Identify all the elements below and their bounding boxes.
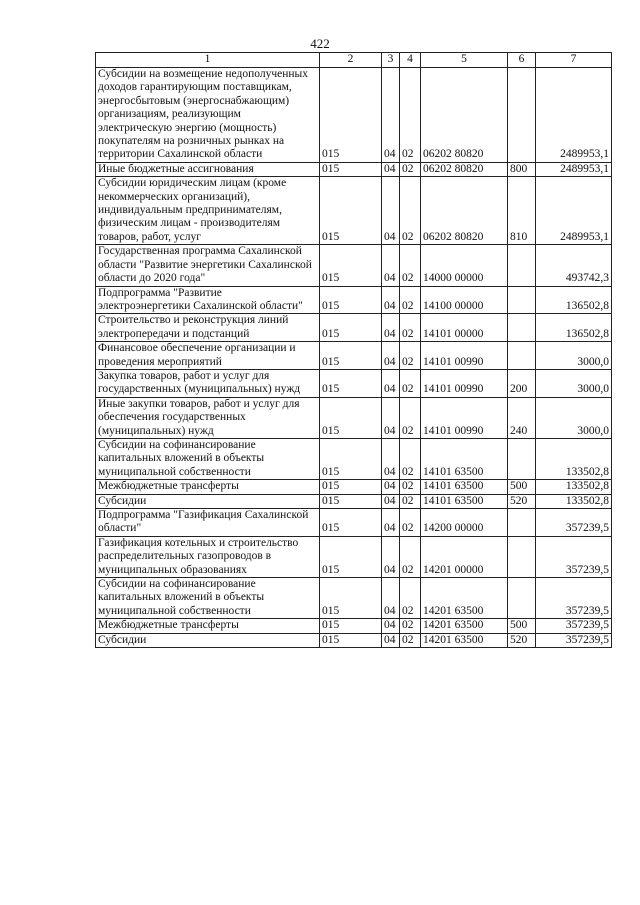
admin-code-cell: 015 — [320, 286, 382, 314]
section-code-cell: 04 — [382, 619, 400, 633]
subsection-code-cell: 02 — [400, 509, 421, 537]
subsection-code-cell: 02 — [400, 578, 421, 619]
subsection-code-cell: 02 — [400, 397, 421, 438]
target-article-cell: 06202 80820 — [421, 68, 508, 163]
admin-code-cell: 015 — [320, 536, 382, 577]
admin-code-cell: 015 — [320, 494, 382, 508]
admin-code-cell: 015 — [320, 68, 382, 163]
row-name-cell: Газификация котельных и строительство распределительных газопроводов в муниципальных образованиях — [96, 536, 320, 577]
table-row — [96, 177, 612, 245]
table-row — [96, 162, 612, 176]
target-article-cell: 14100 00000 — [421, 286, 508, 314]
column-header: 3 — [382, 53, 400, 68]
table-row — [96, 342, 612, 370]
subsection-code-cell: 02 — [400, 162, 421, 176]
table-row — [96, 633, 612, 647]
expense-type-cell — [508, 68, 536, 163]
target-article-cell: 14201 63500 — [421, 633, 508, 647]
admin-code-cell: 015 — [320, 397, 382, 438]
target-article-cell: 14101 63500 — [421, 438, 508, 479]
amount-cell: 133502,8 — [536, 438, 612, 479]
subsection-code-cell: 02 — [400, 633, 421, 647]
expense-type-cell: 500 — [508, 480, 536, 494]
table-row — [96, 578, 612, 619]
amount-cell: 2489953,1 — [536, 177, 612, 245]
row-name-cell: Субсидии — [96, 494, 320, 508]
subsection-code-cell: 02 — [400, 369, 421, 397]
amount-cell: 2489953,1 — [536, 162, 612, 176]
table-row — [96, 314, 612, 342]
amount-cell: 2489953,1 — [536, 68, 612, 163]
amount-cell: 133502,8 — [536, 494, 612, 508]
table-row — [96, 536, 612, 577]
row-name-cell: Государственная программа Сахалинской области "Развитие энергетики Сахалинской области до 2020 года" — [96, 245, 320, 286]
section-code-cell: 04 — [382, 68, 400, 163]
section-code-cell: 04 — [382, 286, 400, 314]
expense-type-cell — [508, 536, 536, 577]
section-code-cell: 04 — [382, 536, 400, 577]
table-row — [96, 619, 612, 633]
subsection-code-cell: 02 — [400, 480, 421, 494]
subsection-code-cell: 02 — [400, 619, 421, 633]
subsection-code-cell: 02 — [400, 536, 421, 577]
column-header: 1 — [96, 53, 320, 68]
amount-cell: 3000,0 — [536, 342, 612, 370]
table-header-row — [96, 53, 612, 68]
target-article-cell: 14200 00000 — [421, 509, 508, 537]
subsection-code-cell: 02 — [400, 245, 421, 286]
admin-code-cell: 015 — [320, 633, 382, 647]
row-name-cell: Субсидии на софинансирование капитальных вложений в объекты муниципальной собственности — [96, 578, 320, 619]
expense-type-cell: 240 — [508, 397, 536, 438]
amount-cell: 3000,0 — [536, 397, 612, 438]
subsection-code-cell: 02 — [400, 494, 421, 508]
amount-cell: 493742,3 — [536, 245, 612, 286]
target-article-cell: 14101 00990 — [421, 397, 508, 438]
expense-type-cell: 800 — [508, 162, 536, 176]
row-name-cell: Иные закупки товаров, работ и услуг для обеспечения государственных (муниципальных) нужд — [96, 397, 320, 438]
row-name-cell: Межбюджетные трансферты — [96, 480, 320, 494]
column-header: 2 — [320, 53, 382, 68]
amount-cell: 357239,5 — [536, 578, 612, 619]
amount-cell: 133502,8 — [536, 480, 612, 494]
subsection-code-cell: 02 — [400, 438, 421, 479]
row-name-cell: Иные бюджетные ассигнования — [96, 162, 320, 176]
column-header: 6 — [508, 53, 536, 68]
row-name-cell: Подпрограмма "Развитие электроэнергетики Сахалинской области" — [96, 286, 320, 314]
target-article-cell: 14201 63500 — [421, 619, 508, 633]
amount-cell: 357239,5 — [536, 619, 612, 633]
section-code-cell: 04 — [382, 369, 400, 397]
admin-code-cell: 015 — [320, 578, 382, 619]
target-article-cell: 14101 00000 — [421, 314, 508, 342]
amount-cell: 357239,5 — [536, 536, 612, 577]
section-code-cell: 04 — [382, 245, 400, 286]
subsection-code-cell: 02 — [400, 68, 421, 163]
table-row — [96, 245, 612, 286]
table-row — [96, 480, 612, 494]
expense-type-cell — [508, 438, 536, 479]
expense-type-cell: 810 — [508, 177, 536, 245]
subsection-code-cell: 02 — [400, 314, 421, 342]
expense-type-cell: 520 — [508, 633, 536, 647]
expense-type-cell — [508, 245, 536, 286]
target-article-cell: 06202 80820 — [421, 162, 508, 176]
column-header: 7 — [536, 53, 612, 68]
budget-table — [95, 52, 612, 648]
amount-cell: 136502,8 — [536, 314, 612, 342]
admin-code-cell: 015 — [320, 245, 382, 286]
row-name-cell: Субсидии юридическим лицам (кроме некоммерческих организаций), индивидуальным предпринимателям, физическим лицам - производителям товаров, работ, услуг — [96, 177, 320, 245]
admin-code-cell: 015 — [320, 162, 382, 176]
row-name-cell: Субсидии на возмещение недополученных доходов гарантирующим поставщикам, энергосбытовым (энергоснабжающим) организациям, реализующим электрическую энергию (мощность) покупателям на розничных рынках на территории Сахалинской области — [96, 68, 320, 163]
row-name-cell: Субсидии на софинансирование капитальных вложений в объекты муниципальной собственности — [96, 438, 320, 479]
table-row — [96, 286, 612, 314]
expense-type-cell — [508, 342, 536, 370]
target-article-cell: 14000 00000 — [421, 245, 508, 286]
section-code-cell: 04 — [382, 397, 400, 438]
target-article-cell: 14201 00000 — [421, 536, 508, 577]
amount-cell: 3000,0 — [536, 369, 612, 397]
expense-type-cell — [508, 578, 536, 619]
target-article-cell: 06202 80820 — [421, 177, 508, 245]
subsection-code-cell: 02 — [400, 286, 421, 314]
table-row — [96, 397, 612, 438]
amount-cell: 357239,5 — [536, 509, 612, 537]
expense-type-cell — [508, 509, 536, 537]
section-code-cell: 04 — [382, 438, 400, 479]
admin-code-cell: 015 — [320, 342, 382, 370]
target-article-cell: 14101 00990 — [421, 369, 508, 397]
section-code-cell: 04 — [382, 509, 400, 537]
column-header: 5 — [421, 53, 508, 68]
page-number: 422 — [310, 36, 330, 51]
admin-code-cell: 015 — [320, 177, 382, 245]
column-header: 4 — [400, 53, 421, 68]
table-row — [96, 509, 612, 537]
section-code-cell: 04 — [382, 314, 400, 342]
admin-code-cell: 015 — [320, 619, 382, 633]
amount-cell: 136502,8 — [536, 286, 612, 314]
section-code-cell: 04 — [382, 633, 400, 647]
target-article-cell: 14201 63500 — [421, 578, 508, 619]
subsection-code-cell: 02 — [400, 177, 421, 245]
table-body — [96, 53, 612, 648]
section-code-cell: 04 — [382, 177, 400, 245]
target-article-cell: 14101 63500 — [421, 494, 508, 508]
row-name-cell: Финансовое обеспечение организации и проведения мероприятий — [96, 342, 320, 370]
row-name-cell: Подпрограмма "Газификация Сахалинской области" — [96, 509, 320, 537]
admin-code-cell: 015 — [320, 438, 382, 479]
row-name-cell: Межбюджетные трансферты — [96, 619, 320, 633]
expense-type-cell: 520 — [508, 494, 536, 508]
section-code-cell: 04 — [382, 162, 400, 176]
table-row — [96, 494, 612, 508]
admin-code-cell: 015 — [320, 509, 382, 537]
expense-type-cell: 500 — [508, 619, 536, 633]
admin-code-cell: 015 — [320, 369, 382, 397]
row-name-cell: Строительство и реконструкция линий электропередачи и подстанций — [96, 314, 320, 342]
row-name-cell: Закупка товаров, работ и услуг для государственных (муниципальных) нужд — [96, 369, 320, 397]
amount-cell: 357239,5 — [536, 633, 612, 647]
table-row — [96, 68, 612, 163]
table-row — [96, 438, 612, 479]
expense-type-cell: 200 — [508, 369, 536, 397]
expense-type-cell — [508, 314, 536, 342]
admin-code-cell: 015 — [320, 314, 382, 342]
section-code-cell: 04 — [382, 494, 400, 508]
subsection-code-cell: 02 — [400, 342, 421, 370]
target-article-cell: 14101 63500 — [421, 480, 508, 494]
section-code-cell: 04 — [382, 578, 400, 619]
section-code-cell: 04 — [382, 480, 400, 494]
section-code-cell: 04 — [382, 342, 400, 370]
target-article-cell: 14101 00990 — [421, 342, 508, 370]
admin-code-cell: 015 — [320, 480, 382, 494]
table-row — [96, 369, 612, 397]
row-name-cell: Субсидии — [96, 633, 320, 647]
expense-type-cell — [508, 286, 536, 314]
